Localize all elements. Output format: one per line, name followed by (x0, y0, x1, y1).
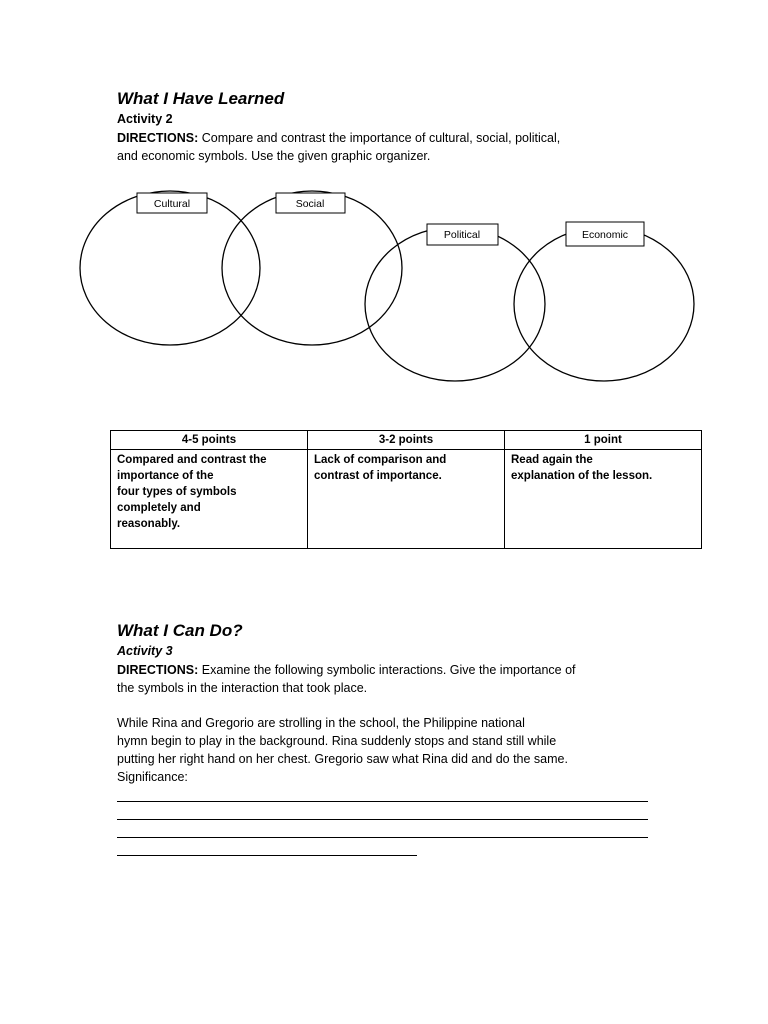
graphic-organizer (0, 0, 768, 420)
directions-text-1: Compare and contrast the importance of cultural, social, political, (201, 131, 561, 145)
directions-label: DIRECTIONS: (117, 663, 199, 677)
rubric-cell-4-5-line: importance of the (117, 470, 214, 482)
story-paragraph (117, 714, 568, 786)
social-label: Social (295, 198, 325, 210)
story-line: putting her right hand on her chest. Gregorio saw what Rina did and do the same. (117, 752, 568, 766)
answer-line-2[interactable] (117, 819, 648, 820)
cultural-label-box (137, 193, 207, 213)
directions-text-2: and economic symbols. Use the given graphic organizer. (117, 149, 431, 163)
rubric-cell-3-2-line: Lack of comparison and (314, 454, 447, 466)
rubric-header-row (111, 431, 702, 450)
rubric-cell-1-line: Read again the (511, 454, 593, 466)
significance-label: Significance: (117, 770, 188, 784)
rubric-header-1: 1 point (505, 431, 702, 450)
cultural-circle (80, 191, 260, 345)
political-label: Political (443, 229, 481, 241)
story-line: While Rina and Gregorio are strolling in the school, the Philippine national (117, 716, 525, 730)
rubric-cell-4-5 (111, 450, 308, 549)
economic-label: Economic (581, 229, 629, 241)
rubric-cell-1-line: explanation of the lesson. (511, 470, 653, 482)
rubric-cell-1 (505, 450, 702, 549)
answer-line-3[interactable] (117, 837, 648, 838)
directions-label: DIRECTIONS: (117, 131, 199, 145)
rubric-cell-4-5-line: Compared and contrast the (117, 454, 267, 466)
political-label-box (427, 224, 498, 245)
section-heading-what-i-have-learned: What I Have Learned (117, 89, 285, 108)
directions-text-2: the symbols in the interaction that took place. (117, 681, 368, 695)
rubric-cell-4-5-line: reasonably. (117, 518, 181, 530)
answer-line-4[interactable] (117, 855, 417, 856)
directions-line-1 (117, 661, 657, 679)
rubric-cell-3-2 (308, 450, 505, 549)
activity-2-label: Activity 2 (117, 112, 173, 126)
story-line: hymn begin to play in the background. Rina suddenly stops and stand still while (117, 734, 557, 748)
social-label-box (276, 193, 345, 213)
rubric-table (110, 430, 702, 549)
economic-circle (514, 227, 694, 381)
rubric-cell-3-2-line: contrast of importance. (314, 470, 442, 482)
cultural-label: Cultural (153, 198, 191, 210)
rubric-header-3-2: 3-2 points (308, 431, 505, 450)
rubric-cell-4-5-line: completely and (117, 502, 201, 514)
section-heading-what-i-can-do: What I Can Do? (117, 621, 243, 640)
directions-text-1: Examine the following symbolic interactions. Give the importance of (201, 663, 576, 677)
rubric-header-4-5: 4-5 points (111, 431, 308, 450)
activity-3-label: Activity 3 (117, 644, 173, 658)
directions-activity-3 (117, 661, 657, 697)
rubric-cell-4-5-line: four types of symbols (117, 486, 237, 498)
answer-line-1[interactable] (117, 801, 648, 802)
economic-label-box (566, 222, 644, 246)
rubric-criteria-row (111, 450, 702, 549)
